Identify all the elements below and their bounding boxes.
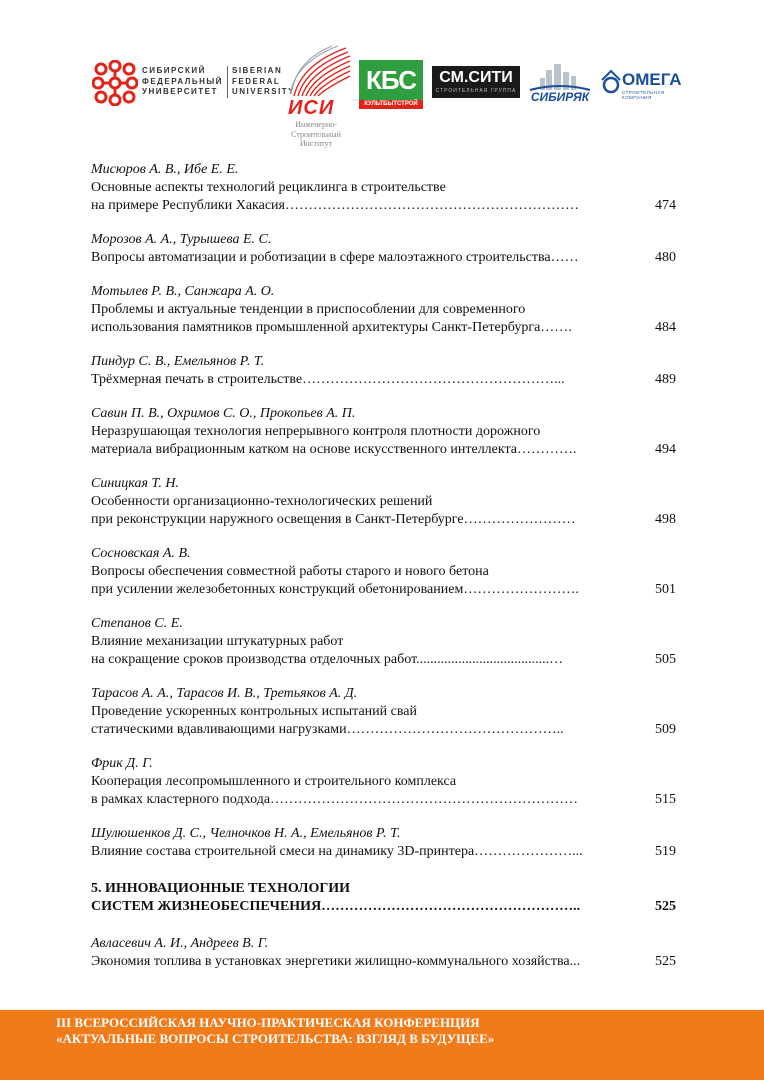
toc-authors: Шулюшенков Д. С., Челночков Н. А., Емельянов Р. Т. — [91, 826, 401, 841]
toc-entry — [91, 475, 676, 529]
toc-page-number: 480 — [655, 250, 676, 265]
toc-title-line — [91, 319, 676, 337]
conference-footer — [0, 1010, 764, 1080]
toc-entry — [91, 755, 676, 809]
toc-entry — [91, 283, 676, 337]
toc-title-line — [91, 563, 676, 581]
smcity-logo — [432, 66, 520, 98]
toc-title-text: Неразрушающая технология непрерывного контроля плотности дорожного — [91, 424, 541, 439]
toc-title-text: Кооперация лесопромышленного и строительного комплекса — [91, 774, 457, 789]
toc-page-number: 498 — [655, 512, 676, 527]
toc-entry — [91, 545, 676, 599]
toc-title-line — [91, 703, 676, 721]
logo-bar — [0, 40, 764, 150]
kbs-strip: КУЛЬТБЫТСТРОЙ — [359, 100, 423, 109]
toc-authors: Морозов А. А., Турышева Е. С. — [91, 232, 272, 247]
toc-authors: Пиндур С. В., Емельянов Р. Т. — [91, 354, 265, 369]
toc-title-line — [91, 880, 676, 898]
toc-section-heading — [91, 880, 676, 916]
toc-title-line — [91, 301, 676, 319]
toc-title-line — [91, 843, 676, 861]
sibiryak-name: СИБИРЯК — [530, 90, 590, 104]
toc-title-line — [91, 773, 676, 791]
toc-page-number: 515 — [655, 792, 676, 807]
toc-entry — [91, 825, 676, 861]
toc-authors: Сосновская А. В. — [91, 546, 191, 561]
kbs-logo — [359, 60, 423, 108]
toc-title-text: СИСТЕМ ЖИЗНЕОБЕСПЕЧЕНИЯ……………………………………………….. — [91, 899, 581, 914]
isi-logo — [284, 44, 356, 154]
toc-page-number: 494 — [655, 442, 676, 457]
toc-title-line — [91, 581, 676, 599]
sfu-name-en: SIBERIAN FEDERAL UNIVERSITY — [232, 66, 296, 96]
toc-title-line — [91, 249, 676, 267]
toc-title-line — [91, 371, 676, 389]
toc-page-number: 519 — [655, 844, 676, 859]
toc-entry — [91, 685, 676, 739]
footer-line-2: «АКТУАЛЬНЫЕ ВОПРОСЫ СТРОИТЕЛЬСТВА: ВЗГЛЯД В БУДУЩЕЕ» — [56, 1031, 495, 1046]
toc-entry — [91, 405, 676, 459]
toc-page-number: 489 — [655, 372, 676, 387]
table-of-contents — [91, 161, 676, 987]
toc-title-line — [91, 651, 676, 669]
isi-abbr: ИСИ — [288, 97, 335, 119]
toc-title-text: Проблемы и актуальные тенденции в приспособлении для современного — [91, 302, 526, 317]
toc-title-text: Влияние механизации штукатурных работ — [91, 634, 344, 649]
toc-title-text: Экономия топлива в установках энергетики жилищно-коммунального хозяйства... — [91, 954, 581, 969]
toc-title-text: статическими вдавливающими нагрузками……………………………………….. — [91, 722, 564, 737]
toc-title-line — [91, 179, 676, 197]
footer-line-1: III ВСЕРОССИЙСКАЯ НАУЧНО-ПРАКТИЧЕСКАЯ КОНФЕРЕНЦИЯ — [56, 1015, 480, 1030]
toc-authors: Тарасов А. А., Тарасов И. В., Третьяков А. Д. — [91, 686, 358, 701]
toc-page-number: 525 — [655, 954, 676, 969]
sfu-divider — [227, 66, 228, 98]
toc-entry — [91, 161, 676, 215]
toc-title-line — [91, 493, 676, 511]
sfu-molecule-icon — [92, 60, 138, 106]
toc-entry — [91, 615, 676, 669]
toc-authors: Синицкая Т. Н. — [91, 476, 180, 491]
toc-title-text: 5. ИННОВАЦИОННЫЕ ТЕХНОЛОГИИ — [91, 881, 351, 896]
toc-authors: Мисюров А. В., Ибе Е. Е. — [91, 162, 239, 177]
toc-title-text: Особенности организационно-технологических решений — [91, 494, 433, 509]
kbs-mark: КБС — [359, 60, 423, 100]
toc-authors: Степанов С. Е. — [91, 616, 183, 631]
toc-title-text: Вопросы автоматизации и роботизации в сфере малоэтажного строительства…… — [91, 250, 579, 265]
toc-page-number: 509 — [655, 722, 676, 737]
toc-entry — [91, 935, 676, 971]
city-skyline-icon — [526, 62, 594, 92]
isi-stripes-icon — [288, 44, 354, 100]
toc-title-text: при усилении железобетонных конструкций обетонированием……………………. — [91, 582, 579, 597]
toc-title-text: использования памятников промышленной архитектуры Санкт-Петербурга……. — [91, 320, 572, 335]
toc-page-number: 474 — [655, 198, 676, 213]
omega-house-icon — [600, 66, 622, 96]
sfu-logo — [92, 60, 296, 106]
sfu-name-ru: СИБИРСКИЙ ФЕДЕРАЛЬНЫЙ УНИВЕРСИТЕТ — [142, 66, 223, 96]
toc-title-line — [91, 197, 676, 215]
toc-entry — [91, 231, 676, 267]
toc-title-line — [91, 633, 676, 651]
omega-subtitle: СТРОИТЕЛЬНАЯ КОМПАНИЯ — [622, 90, 665, 100]
toc-title-text: в рамках кластерного подхода………………………………………………………… — [91, 792, 579, 807]
toc-title-text: Проведение ускоренных контрольных испытаний свай — [91, 704, 417, 719]
toc-title-text: Основные аспекты технологий рециклинга в строительстве — [91, 180, 446, 195]
toc-entry — [91, 353, 676, 389]
sibiryak-logo — [526, 62, 594, 104]
toc-page-number: 484 — [655, 320, 676, 335]
toc-authors: Авласевич А. И., Андреев В. Г. — [91, 936, 269, 951]
omega-logo — [600, 66, 680, 100]
toc-title-text: Трёхмерная печать в строительстве………………………………………………... — [91, 372, 565, 387]
toc-title-line — [91, 511, 676, 529]
smcity-title: СМ.СИТИ — [439, 69, 513, 86]
toc-page-number: 525 — [655, 899, 676, 914]
toc-title-text: материала вибрационным катком на основе искусственного интеллекта…………. — [91, 442, 577, 457]
toc-authors: Фрик Д. Г. — [91, 756, 153, 771]
toc-title-line — [91, 721, 676, 739]
toc-authors: Савин П. В., Охримов С. О., Прокопьев А. П. — [91, 406, 356, 421]
toc-title-line — [91, 441, 676, 459]
smcity-subtitle: СТРОИТЕЛЬНАЯ ГРУППА — [435, 88, 517, 94]
toc-title-text: при реконструкции наружного освещения в Санкт-Петербурге…………………… — [91, 512, 576, 527]
toc-title-line — [91, 791, 676, 809]
toc-page-number: 501 — [655, 582, 676, 597]
isi-caption: Инженерно- Строительный Институт — [291, 120, 341, 148]
toc-title-line — [91, 953, 676, 971]
toc-title-text: Влияние состава строительной смеси на динамику 3D-принтера…………………... — [91, 844, 583, 859]
toc-authors: Мотылев Р. В., Санжара А. О. — [91, 284, 275, 299]
toc-title-text: Вопросы обеспечения совместной работы старого и нового бетона — [91, 564, 489, 579]
omega-name: ОМЕГА — [622, 70, 682, 89]
toc-page-number: 505 — [655, 652, 676, 667]
toc-title-line — [91, 898, 676, 916]
toc-title-text: на сокращение сроков производства отделочных работ......................................… — [91, 652, 564, 667]
toc-title-line — [91, 423, 676, 441]
toc-title-text: на примере Республики Хакасия……………………………………………………… — [91, 198, 579, 213]
